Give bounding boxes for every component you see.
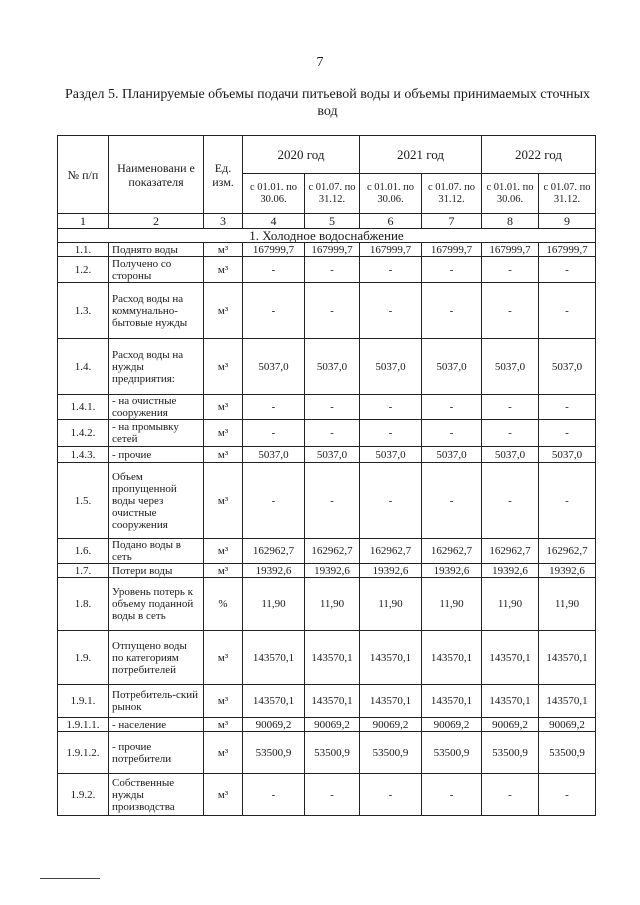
row-value: 53500,9 bbox=[539, 732, 596, 774]
row-unit: м³ bbox=[204, 420, 243, 447]
row-value: 143570,1 bbox=[305, 631, 360, 685]
row-value: 19392,6 bbox=[482, 564, 539, 578]
row-value: 5037,0 bbox=[539, 339, 596, 395]
header-period: с 01.01. по 30.06. bbox=[243, 174, 305, 214]
row-value: 11,90 bbox=[243, 578, 305, 631]
row-value: 5037,0 bbox=[422, 447, 482, 463]
column-number: 4 bbox=[243, 214, 305, 229]
row-value: - bbox=[482, 395, 539, 420]
row-value: - bbox=[243, 420, 305, 447]
row-unit: м³ bbox=[204, 339, 243, 395]
table-row bbox=[58, 732, 596, 774]
row-value: - bbox=[305, 463, 360, 539]
row-name: Уровень потерь к объему поданной воды в сеть bbox=[109, 578, 204, 631]
section-title: Раздел 5. Планируемые объемы подачи питьевой воды и объемы принимаемых сточных вод bbox=[64, 87, 591, 119]
row-value: 5037,0 bbox=[360, 339, 422, 395]
table-row bbox=[58, 685, 596, 718]
column-number: 3 bbox=[204, 214, 243, 229]
header-unit: Ед. изм. bbox=[204, 136, 243, 214]
row-value: - bbox=[243, 463, 305, 539]
row-value: - bbox=[360, 463, 422, 539]
row-value: 53500,9 bbox=[360, 732, 422, 774]
row-value: 5037,0 bbox=[422, 339, 482, 395]
row-name: - прочие bbox=[109, 447, 204, 463]
row-number: 1.2. bbox=[58, 257, 109, 283]
row-name: - на очистные сооружения bbox=[109, 395, 204, 420]
row-value: - bbox=[305, 774, 360, 816]
row-value: - bbox=[539, 774, 596, 816]
row-name: Потери воды bbox=[109, 564, 204, 578]
row-unit: м³ bbox=[204, 447, 243, 463]
row-number: 1.3. bbox=[58, 283, 109, 339]
row-number: 1.4. bbox=[58, 339, 109, 395]
row-value: - bbox=[243, 395, 305, 420]
page-number: 7 bbox=[316, 55, 324, 70]
row-number: 1.1. bbox=[58, 243, 109, 257]
row-name: Получено со стороны bbox=[109, 257, 204, 283]
row-value: 19392,6 bbox=[360, 564, 422, 578]
row-number: 1.5. bbox=[58, 463, 109, 539]
row-name: Собственные нужды производства bbox=[109, 774, 204, 816]
table-row bbox=[58, 420, 596, 447]
row-name: Подано воды в сеть bbox=[109, 539, 204, 564]
row-number: 1.4.3. bbox=[58, 447, 109, 463]
row-value: 143570,1 bbox=[305, 685, 360, 718]
header-name: Наименовани е показателя bbox=[109, 136, 204, 214]
row-unit: м³ bbox=[204, 564, 243, 578]
row-value: - bbox=[482, 283, 539, 339]
row-name: Потребитель-ский рынок bbox=[109, 685, 204, 718]
row-value: 167999,7 bbox=[243, 243, 305, 257]
row-value: 19392,6 bbox=[422, 564, 482, 578]
row-value: 162962,7 bbox=[360, 539, 422, 564]
header-num: № п/п bbox=[58, 136, 109, 214]
table-row bbox=[58, 257, 596, 283]
row-value: 5037,0 bbox=[243, 447, 305, 463]
row-value: - bbox=[539, 283, 596, 339]
row-value: 143570,1 bbox=[243, 631, 305, 685]
row-value: - bbox=[482, 420, 539, 447]
header-period: с 01.01. по 30.06. bbox=[482, 174, 539, 214]
row-unit: м³ bbox=[204, 463, 243, 539]
row-value: - bbox=[360, 283, 422, 339]
row-value: 5037,0 bbox=[360, 447, 422, 463]
table-row bbox=[58, 718, 596, 732]
row-unit: м³ bbox=[204, 395, 243, 420]
row-value: 5037,0 bbox=[243, 339, 305, 395]
row-number: 1.9.1. bbox=[58, 685, 109, 718]
table-row bbox=[58, 578, 596, 631]
row-value: 90069,2 bbox=[305, 718, 360, 732]
row-value: - bbox=[360, 257, 422, 283]
row-value: 11,90 bbox=[360, 578, 422, 631]
row-value: 167999,7 bbox=[360, 243, 422, 257]
row-name: - население bbox=[109, 718, 204, 732]
row-value: 19392,6 bbox=[243, 564, 305, 578]
row-value: 90069,2 bbox=[482, 718, 539, 732]
table-row bbox=[58, 539, 596, 564]
column-number: 6 bbox=[360, 214, 422, 229]
row-value: 53500,9 bbox=[305, 732, 360, 774]
row-value: - bbox=[305, 420, 360, 447]
row-value: 5037,0 bbox=[482, 339, 539, 395]
section-row: 1. Холодное водоснабжение bbox=[58, 229, 596, 243]
row-number: 1.9.1.2. bbox=[58, 732, 109, 774]
header-year-2021: 2021 год bbox=[360, 136, 482, 174]
row-value: - bbox=[539, 420, 596, 447]
row-value: 5037,0 bbox=[305, 447, 360, 463]
row-value: 143570,1 bbox=[482, 631, 539, 685]
row-value: - bbox=[243, 774, 305, 816]
table-row bbox=[58, 774, 596, 816]
row-value: 143570,1 bbox=[360, 631, 422, 685]
table-row bbox=[58, 447, 596, 463]
row-value: - bbox=[422, 463, 482, 539]
row-value: - bbox=[539, 257, 596, 283]
row-number: 1.9.1.1. bbox=[58, 718, 109, 732]
row-value: - bbox=[360, 395, 422, 420]
row-value: - bbox=[360, 774, 422, 816]
column-number: 5 bbox=[305, 214, 360, 229]
row-value: 90069,2 bbox=[422, 718, 482, 732]
row-number: 1.9. bbox=[58, 631, 109, 685]
row-value: - bbox=[539, 463, 596, 539]
row-value: 90069,2 bbox=[539, 718, 596, 732]
row-value: 143570,1 bbox=[243, 685, 305, 718]
row-value: 53500,9 bbox=[482, 732, 539, 774]
row-value: 5037,0 bbox=[539, 447, 596, 463]
header-period: с 01.01. по 30.06. bbox=[360, 174, 422, 214]
row-value: - bbox=[305, 395, 360, 420]
row-value: - bbox=[422, 420, 482, 447]
row-value: 19392,6 bbox=[305, 564, 360, 578]
row-value: 19392,6 bbox=[539, 564, 596, 578]
row-value: 53500,9 bbox=[422, 732, 482, 774]
row-value: 167999,7 bbox=[422, 243, 482, 257]
header-year-2022: 2022 год bbox=[482, 136, 596, 174]
row-unit: м³ bbox=[204, 243, 243, 257]
row-value: - bbox=[482, 463, 539, 539]
row-value: 5037,0 bbox=[482, 447, 539, 463]
row-value: - bbox=[539, 395, 596, 420]
column-number: 1 bbox=[58, 214, 109, 229]
row-value: 11,90 bbox=[539, 578, 596, 631]
row-value: 167999,7 bbox=[305, 243, 360, 257]
row-unit: м³ bbox=[204, 774, 243, 816]
row-unit: м³ bbox=[204, 257, 243, 283]
row-name: Поднято воды bbox=[109, 243, 204, 257]
row-value: 11,90 bbox=[305, 578, 360, 631]
column-number: 9 bbox=[539, 214, 596, 229]
row-number: 1.6. bbox=[58, 539, 109, 564]
table-row bbox=[58, 463, 596, 539]
row-name: Объем пропущенной воды через очистные сооружения bbox=[109, 463, 204, 539]
column-number: 2 bbox=[109, 214, 204, 229]
row-value: 162962,7 bbox=[243, 539, 305, 564]
row-name: Отпущено воды по категориям потребителей bbox=[109, 631, 204, 685]
row-unit: м³ bbox=[204, 539, 243, 564]
row-unit: м³ bbox=[204, 718, 243, 732]
row-name: Расход воды на нужды предприятия: bbox=[109, 339, 204, 395]
row-unit: м³ bbox=[204, 732, 243, 774]
row-value: 167999,7 bbox=[482, 243, 539, 257]
row-value: - bbox=[422, 257, 482, 283]
row-value: 11,90 bbox=[422, 578, 482, 631]
row-value: - bbox=[482, 774, 539, 816]
row-value: 90069,2 bbox=[360, 718, 422, 732]
row-value: 167999,7 bbox=[539, 243, 596, 257]
row-value: 143570,1 bbox=[539, 685, 596, 718]
row-number: 1.9.2. bbox=[58, 774, 109, 816]
column-number: 8 bbox=[482, 214, 539, 229]
row-value: 143570,1 bbox=[422, 685, 482, 718]
header-period: с 01.07. по 31.12. bbox=[422, 174, 482, 214]
row-value: - bbox=[422, 283, 482, 339]
row-value: 11,90 bbox=[482, 578, 539, 631]
row-value: 143570,1 bbox=[539, 631, 596, 685]
table-row bbox=[58, 631, 596, 685]
row-unit: % bbox=[204, 578, 243, 631]
table-row bbox=[58, 283, 596, 339]
row-value: 53500,9 bbox=[243, 732, 305, 774]
column-number: 7 bbox=[422, 214, 482, 229]
row-unit: м³ bbox=[204, 631, 243, 685]
row-value: - bbox=[360, 420, 422, 447]
row-value: - bbox=[422, 774, 482, 816]
table-row bbox=[58, 395, 596, 420]
row-name: - прочие потребители bbox=[109, 732, 204, 774]
row-number: 1.4.2. bbox=[58, 420, 109, 447]
row-value: 162962,7 bbox=[482, 539, 539, 564]
row-unit: м³ bbox=[204, 685, 243, 718]
row-value: 5037,0 bbox=[305, 339, 360, 395]
row-name: Расход воды на коммунально-бытовые нужды bbox=[109, 283, 204, 339]
row-value: - bbox=[305, 283, 360, 339]
row-unit: м³ bbox=[204, 283, 243, 339]
row-value: 143570,1 bbox=[422, 631, 482, 685]
row-value: 162962,7 bbox=[305, 539, 360, 564]
header-year-2020: 2020 год bbox=[243, 136, 360, 174]
row-number: 1.8. bbox=[58, 578, 109, 631]
row-value: 162962,7 bbox=[539, 539, 596, 564]
row-value: - bbox=[305, 257, 360, 283]
row-value: - bbox=[243, 257, 305, 283]
row-value: 162962,7 bbox=[422, 539, 482, 564]
table-row bbox=[58, 564, 596, 578]
row-number: 1.7. bbox=[58, 564, 109, 578]
row-value: 90069,2 bbox=[243, 718, 305, 732]
header-period: с 01.07. по 31.12. bbox=[539, 174, 596, 214]
table-row bbox=[58, 243, 596, 257]
row-value: 143570,1 bbox=[482, 685, 539, 718]
table-row bbox=[58, 339, 596, 395]
footnote-line bbox=[40, 878, 100, 879]
water-volume-table bbox=[57, 135, 596, 816]
header-period: с 01.07. по 31.12. bbox=[305, 174, 360, 214]
row-name: - на промывку сетей bbox=[109, 420, 204, 447]
row-value: - bbox=[422, 395, 482, 420]
row-value: 143570,1 bbox=[360, 685, 422, 718]
row-value: - bbox=[482, 257, 539, 283]
row-value: - bbox=[243, 283, 305, 339]
row-number: 1.4.1. bbox=[58, 395, 109, 420]
